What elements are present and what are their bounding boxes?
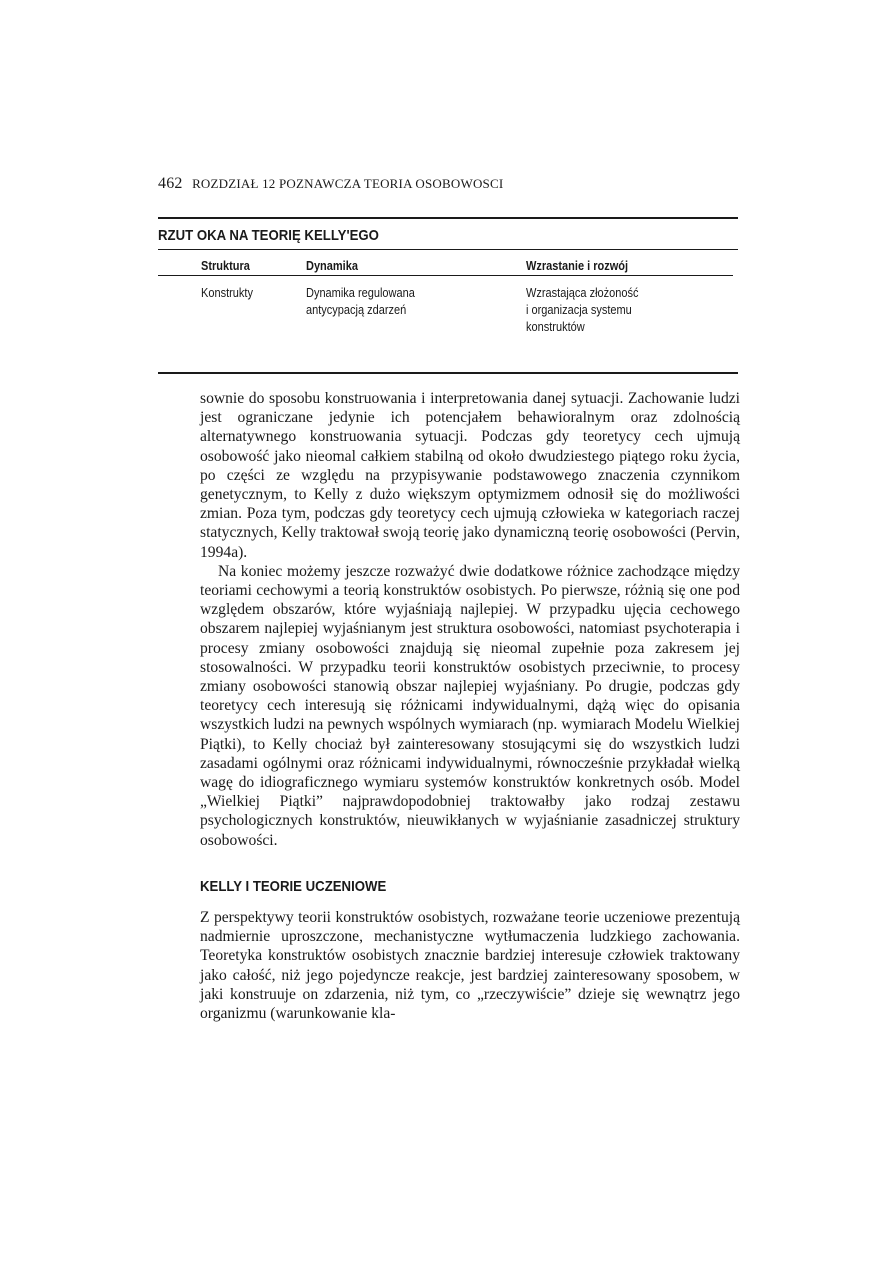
box-title-rule xyxy=(158,249,738,250)
running-header xyxy=(158,175,503,193)
box-heading-rule xyxy=(158,275,733,276)
section-title: KELLY I TEORIE UCZENIOWE xyxy=(200,878,387,895)
column-heading-growth: Wzrastanie i rozwój xyxy=(526,259,629,273)
column-content-structure: Konstrukty xyxy=(201,286,253,300)
box-bottom-rule xyxy=(158,372,738,374)
column-heading-structure: Struktura xyxy=(201,259,250,273)
column-content-growth: Wzrastająca złożoność i organizacja systemu konstruktów xyxy=(526,286,639,334)
box-top-rule xyxy=(158,217,738,219)
paragraph: sownie do sposobu konstruowania i interpretowania danej sytuacji. Zachowanie ludzi jest ograniczane jedynie ich potencjałem behawioralnym oraz zdolnością alternatywnego konstruowania sytuacji. Podczas gdy teoretycy cech ujmują osobowość jako nieomal całkiem stabilną od około dwudziestego piątego roku życia, po części ze względu na przypisywanie podstawowego znaczenia czynnikom genetycznym, to Kelly z dużo większym optymizmem odnosił się do możliwości zmian. Poza tym, podczas gdy teoretycy cech ujmują człowieka w kategoriach raczej statycznych, Kelly traktował swoją teorię jako dynamiczną teorię osobowości (Pervin, 1994a). xyxy=(200,390,740,561)
column-content-dynamics: Dynamika regulowana antycypacją zdarzeń xyxy=(306,286,415,317)
page-number: 462 xyxy=(158,175,183,192)
running-title: ROZDZIAŁ 12 POZNAWCZA TEORIA OSOBOWOSCI xyxy=(192,176,504,191)
paragraph: Na koniec możemy jeszcze rozważyć dwie dodatkowe różnice zachodzące między teoriami cechowymi a teorią konstruktów osobistych. Po pierwsze, różnią się one pod względem obszarów, które wyjaśniają najlepiej. W przypadku ujęcia cechowego obszarem najlepiej wyjaśnianym jest struktura osobowości, natomiast psychoterapia i procesy zmiany osobowości znajdują się nieomal zupełnie poza zakresem jej stosowalności. W przypadku teorii konstruktów osobistych przeciwnie, to procesy zmiany osobowości stanowią obszar najlepiej wyjaśniany. Po drugie, podczas gdy teoretycy cech interesują się różnicami indywidualnymi, dążą więc do opisania wszystkich ludzi na pewnych wspólnych wymiarach (np. wymiarach Modelu Wielkiej Piątki), to Kelly chociaż był zainteresowany stosującymi się do wszystkich ludzi zasadami ogólnymi oraz różnicami indywidualnymi, równocześnie przykładał wielką wagę do idiograficznego wymiaru systemów konstruktów konkretnych osób. Model „Wielkiej Piątki” najprawdopodobniej traktowałby jako rodzaj zestawu psychologicznych konstruktów, nieuwikłanych w wyjaśnianie zasadniczej struktury osobowości. xyxy=(200,562,740,849)
paragraph: Z perspektywy teorii konstruktów osobistych, rozważane teorie uczeniowe prezentują nadmiernie uproszczone, mechanistyczne wytłumaczenia ludzkiego zachowania. Teoretyka konstruktów osobistych znacznie bardziej interesuje człowiek traktowany jako całość, niż jego pojedyncze reakcje, jest bardziej zainteresowany sposobem, w jaki konstruuje on zdarzenia, niż tym, co „rzeczywiście” dzieje się wewnątrz jego organizmu (warunkowanie kla- xyxy=(200,909,740,1023)
column-heading-dynamics: Dynamika xyxy=(306,259,358,273)
box-title: RZUT OKA NA TEORIĘ KELLY'EGO xyxy=(158,227,379,244)
body-text-lower xyxy=(200,908,740,1023)
body-text-upper xyxy=(200,389,740,850)
